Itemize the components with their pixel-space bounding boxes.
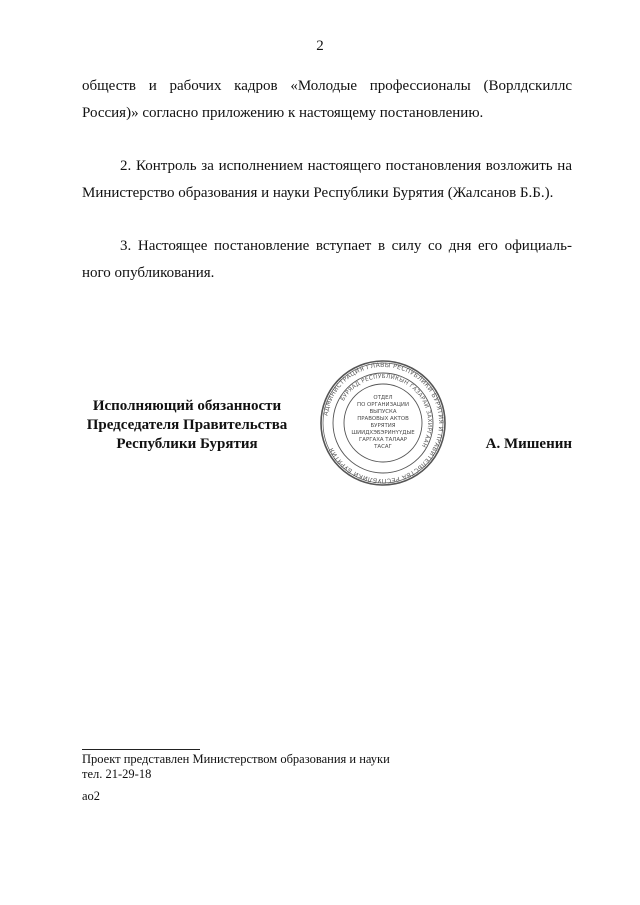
seal-center-line-3: ВЫПУСКА	[369, 409, 397, 415]
signatory-title-line-2: Председателя Правительства	[86, 417, 288, 433]
seal-center-line-2: ПО ОРГАНИЗАЦИИ	[357, 402, 409, 408]
seal-inner-text: БУРЯАД РЕСПУБЛИКЫН ГАЗАРАЙ ЗАХИРГААН	[340, 373, 433, 449]
official-seal-stamp	[319, 359, 447, 487]
signatory-title-line-1: Исполняющий обязанности	[92, 398, 282, 414]
signatory-title	[82, 397, 292, 454]
seal-center-line-8: ТАСАГ	[374, 444, 392, 450]
seal-center-line-7: ГАРГАХА ТАЛААР	[359, 437, 407, 443]
paragraph-1-line-1: обществ и рабочих кадров «Молодые профессионалы (Ворлдскиллс	[82, 78, 572, 94]
paragraph-1-line-2: Россия)» согласно приложению к настоящему постановлению.	[82, 105, 484, 121]
document-code: ао2	[82, 789, 101, 803]
paragraph-3-line-1: 3. Настоящее постановление вступает в силу со дня его официаль-	[120, 238, 572, 254]
seal-center-line-6: ШИИДХЭБЭРИНҮҮДЫЕ	[351, 430, 415, 436]
paragraph-2	[82, 153, 572, 207]
footnote	[82, 752, 390, 782]
page-number: 2	[316, 38, 324, 54]
seal-center-line-5: БУРЯТИЯ	[370, 423, 396, 429]
paragraph-2-line-1: 2. Контроль за исполнением настоящего постановления возложить на	[120, 158, 572, 174]
footnote-line-1: Проект представлен Министерством образования и науки	[82, 752, 390, 766]
seal-center-line-4: ПРАВОВЫХ АКТОВ	[357, 416, 409, 422]
seal-center-line-1: ОТДЕЛ	[373, 395, 393, 401]
seal-outer-text: АДМИНИСТРАЦИЯ ГЛАВЫ РЕСПУБЛИКИ БУРЯТИЯ И ПРАВИТЕЛЬСТВА РЕСПУБЛИКИ БУРЯТИЯ	[322, 361, 445, 485]
paragraph-3-line-2: ного опубликования.	[82, 265, 215, 281]
signatory-title-line-3: Республики Бурятия	[116, 436, 258, 452]
paragraph-1	[82, 73, 572, 127]
footnote-line-2: тел. 21-29-18	[82, 767, 152, 781]
paragraph-3	[82, 233, 572, 287]
footnote-divider	[82, 749, 200, 750]
signatory-name: А. Мишенин	[485, 436, 572, 452]
paragraph-2-line-2: Министерство образования и науки Республики Бурятия (Жалсанов Б.Б.).	[82, 185, 554, 201]
